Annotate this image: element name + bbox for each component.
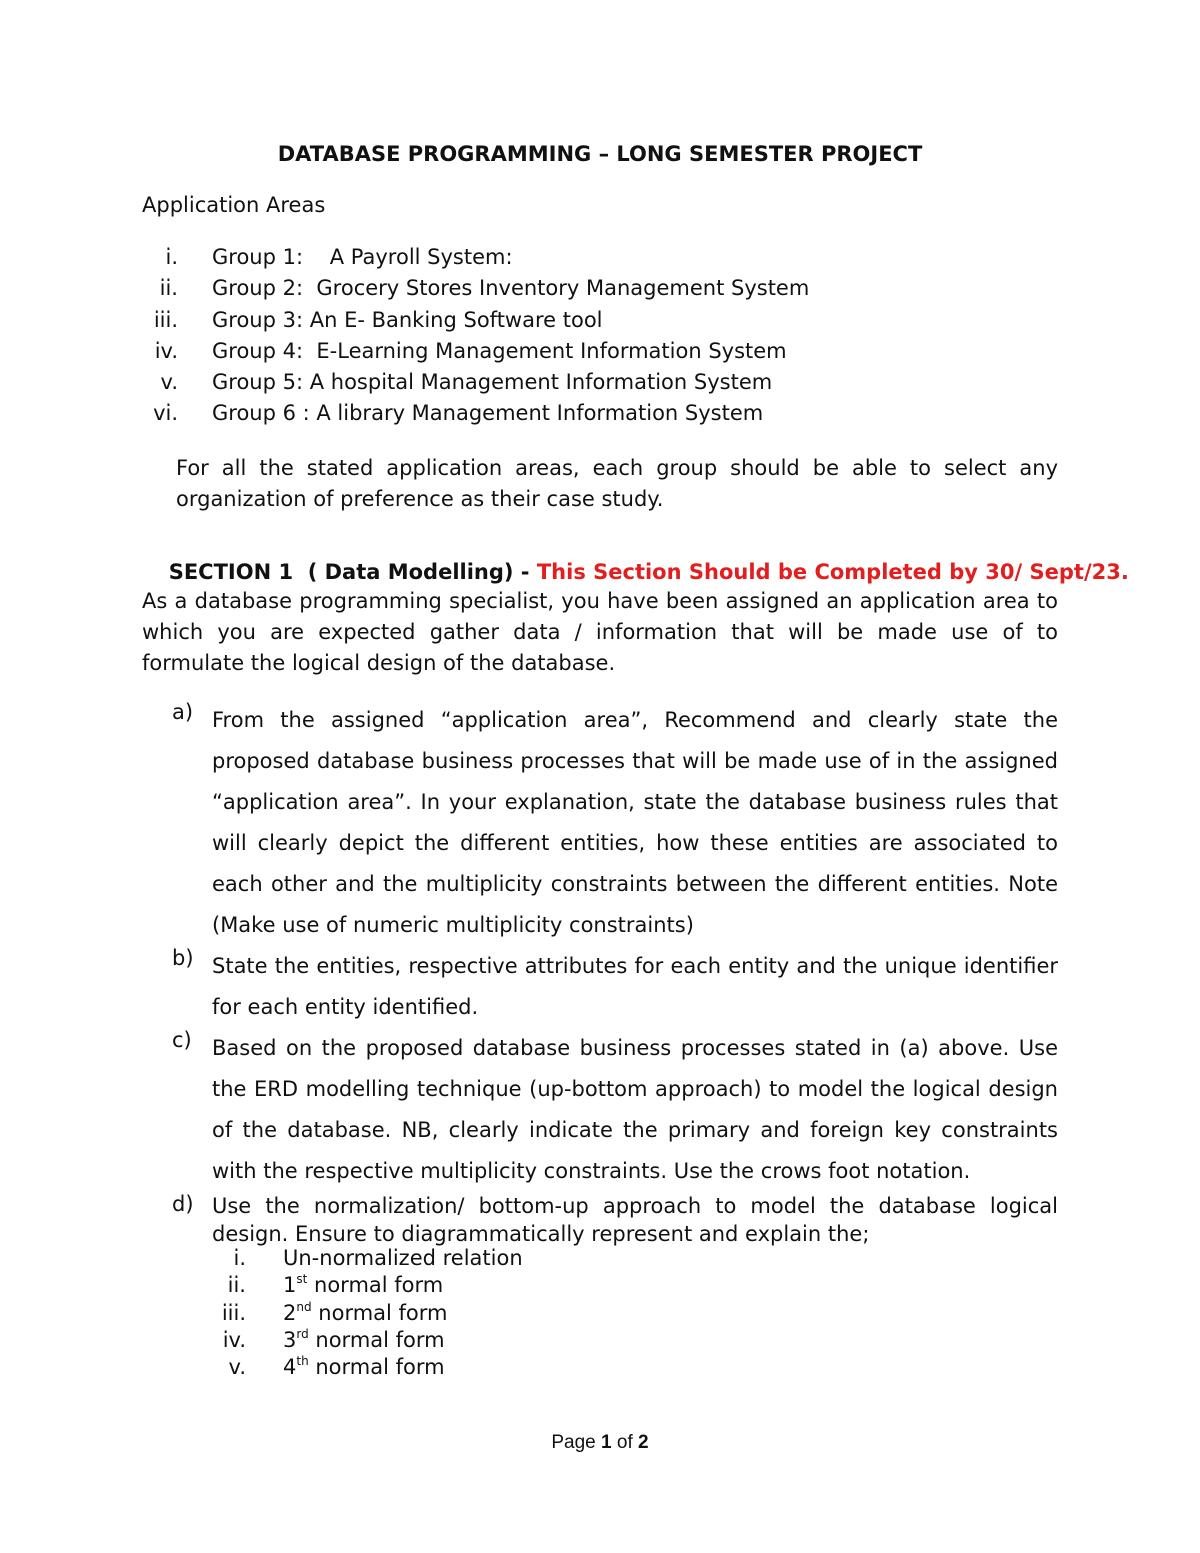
list-item: [283, 1355, 445, 1380]
form-label: normal form: [307, 1273, 444, 1297]
ordinal-suffix: rd: [296, 1327, 309, 1341]
form-label: normal form: [308, 1328, 445, 1352]
list-item: Un-normalized relation: [283, 1246, 523, 1270]
question-label: a): [172, 700, 194, 724]
form-label: normal form: [308, 1355, 445, 1379]
deadline-end: .: [1120, 560, 1129, 585]
list-number: v.: [228, 1355, 246, 1379]
page-footer: [0, 1432, 1200, 1454]
ordinal-number: 1: [283, 1273, 297, 1297]
ordinal-suffix: nd: [296, 1300, 312, 1314]
list-item: Group 3: An E- Banking Software tool: [212, 308, 603, 332]
list-number: i.: [165, 245, 178, 269]
question-text: Based on the proposed database business processes stated in (a) above. Use the ERD modelling technique (up-bottom approach) to model the logical design of the database. NB, clearly indicate the primary and foreign key constraints with the respective multiplicity constraints. Use the crows foot notation.: [212, 1036, 1058, 1183]
question-text: Use the normalization/ bottom-up approach to model the database logical design. Ensure to diagrammatically represent and explain the;: [212, 1194, 1058, 1246]
list-number: vi.: [153, 401, 178, 425]
footer-total-pages: 2: [638, 1432, 649, 1453]
list-item: [283, 1301, 448, 1326]
footer-of-word: of: [616, 1432, 633, 1453]
list-item: Group 2: Grocery Stores Inventory Management System: [212, 276, 810, 300]
list-item: [283, 1328, 445, 1353]
list-number: iii.: [153, 308, 178, 332]
list-number: i.: [233, 1246, 246, 1270]
list-number: v.: [160, 370, 178, 394]
footer-page-word: Page: [551, 1432, 596, 1453]
ordinal-number: 3: [283, 1328, 297, 1352]
list-item: [283, 1273, 443, 1298]
deadline-text: This Section Should be Completed by 30/ Sept/23: [536, 560, 1121, 585]
list-number: iii.: [221, 1301, 246, 1325]
question-label: b): [172, 946, 194, 970]
list-item: Group 6 : A library Management Information System: [212, 401, 764, 425]
question-text: From the assigned “application area”, Recommend and clearly state the proposed database business processes that will be made use of in the assigned “application area”. In your explanation, state the database business rules that will clearly depict the different entities, how these entities are associated to each other and the multiplicity constraints between the different entities. Note (Make use of numeric multiplicity constraints): [212, 708, 1058, 937]
question-text: State the entities, respective attributes for each entity and the unique identifier for each entity identified.: [212, 954, 1058, 1019]
form-label: normal form: [311, 1301, 448, 1325]
intro-paragraph: As a database programming specialist, you have been assigned an application area to which you are expected gather data / information that will be made use of to formulate the logical design of the database.: [142, 589, 1058, 675]
areas-note: For all the stated application areas, each group should be able to select any organization of preference as their case study.: [176, 456, 1058, 511]
list-item: Group 4: E-Learning Management Information System: [212, 339, 787, 363]
list-number: iv.: [154, 339, 178, 363]
list-number: iv.: [222, 1328, 246, 1352]
question-label: c): [172, 1028, 192, 1052]
footer-current-page: 1: [601, 1432, 612, 1453]
application-areas-heading: Application Areas: [142, 193, 326, 217]
list-item: Group 1: A Payroll System:: [212, 245, 513, 269]
ordinal-suffix: st: [296, 1272, 308, 1286]
list-number: ii.: [159, 276, 178, 300]
list-number: ii.: [227, 1273, 246, 1297]
question-label: d): [172, 1192, 194, 1216]
section-label: SECTION 1 ( Data Modelling) -: [168, 560, 537, 585]
page-title: DATABASE PROGRAMMING – LONG SEMESTER PROJECT: [277, 142, 923, 166]
ordinal-suffix: th: [296, 1354, 309, 1368]
ordinal-number: 4: [283, 1355, 297, 1379]
ordinal-number: 2: [283, 1301, 297, 1325]
list-item: Group 5: A hospital Management Information System: [212, 370, 773, 394]
